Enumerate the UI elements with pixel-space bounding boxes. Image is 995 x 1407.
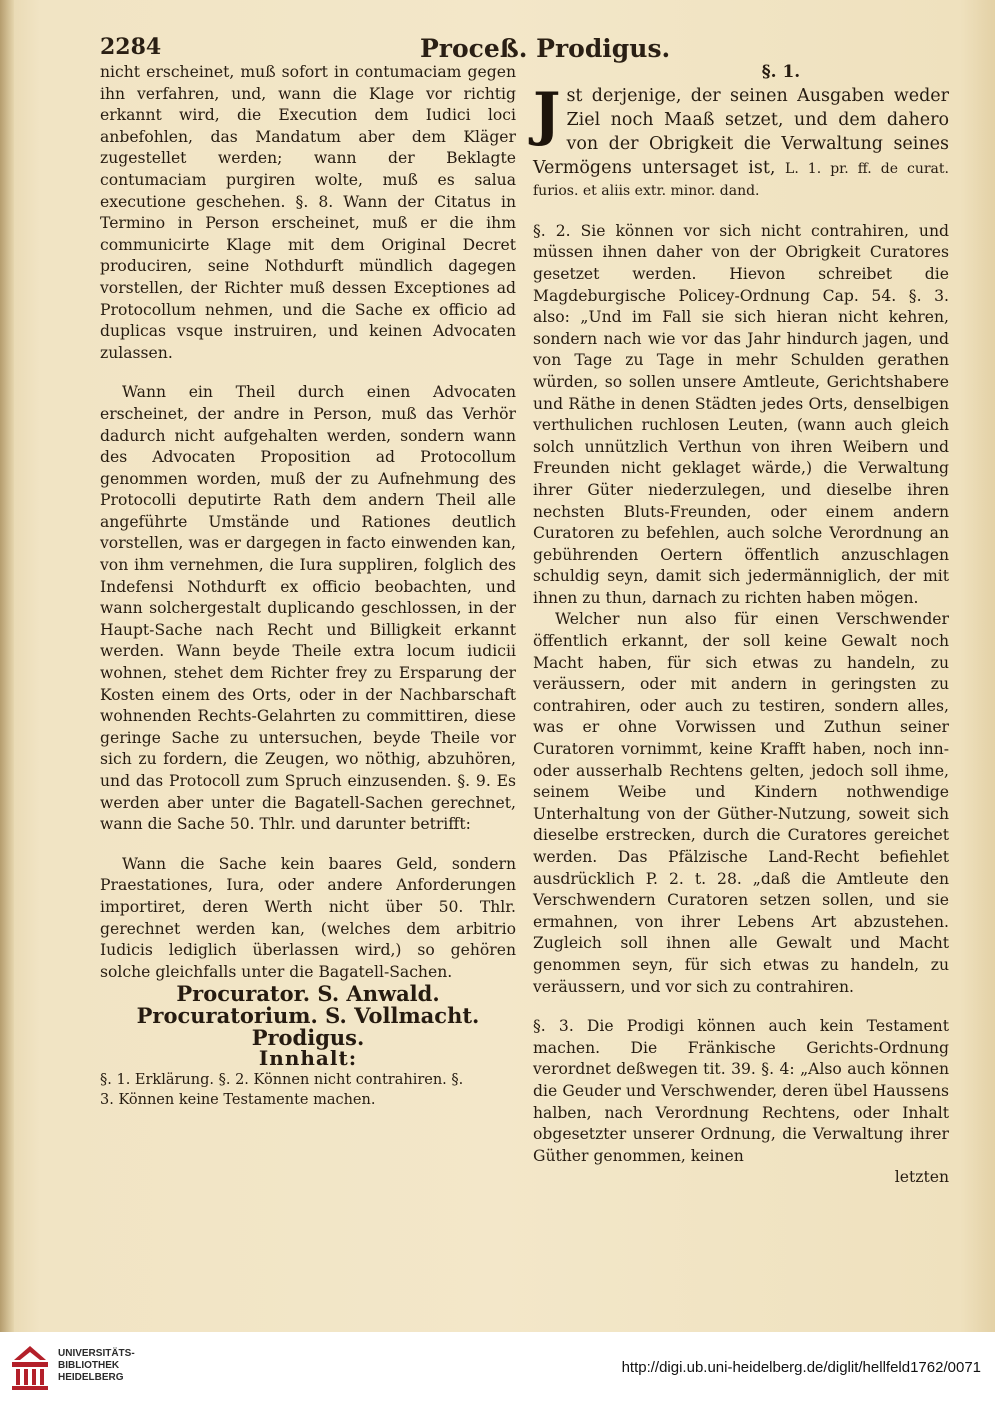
drop-initial: J [533, 79, 561, 148]
library-name-line-1: UNIVERSITÄTS- [58, 1348, 135, 1359]
section-1-label: §. 1. [761, 62, 801, 82]
heidelberg-library-logo-icon [10, 1342, 50, 1392]
contents-line-2: 3. Können keine Testamente machen. [100, 1091, 376, 1108]
library-name-line-3: HEIDELBERG [58, 1372, 124, 1383]
intro-text: st derjenige, der seinen Ausgaben weder Ziel noch Maaß setzet, und dem dahero von der Obrigkeit die Verwaltung seines Vermögens untersaget ist, [533, 85, 949, 178]
paragraph-advocate: Wann ein Theil durch einen Advocaten erscheinet, der andre in Person, muß das Verhör dadurch nicht aufgehalten werden, sondern wann des Advocaten Proposition ad Protocollum genommen worden, muß der zu Aufnehmung des Protocolli deputirte Rath dem andern Theil alle angeführte Umstände und Rationes deutlich vorstellen, was er dargegen in facto einwenden kan, von ihm vernehmen, die Iura suppliren, folglich des Indefensi Nothdurft ex officio beobachten, und wann solchergestalt duplicando geschlossen, in der Haupt-Sache nach Recht und Billigkeit erkannt werden. Wann beyde Theile extra locum iudicii wohnen, stehet dem Richter frey zu Ersparung der Kosten einem des Orts, oder in der Nachbarschaft wohnenden Rechts-Gelahrten zu committiren, diese geringe Sache zu untersuchen, beyde Theile vor sich zu fordern, die Zeugen, wo nöthig, abzuhören, und das Protocoll zum Spruch einzusenden. §. 9. Es werden aber unter die Bagatell-Sachen gerechnet, wann die Sache 50. Thlr. und darunter betrifft: [100, 383, 516, 834]
running-title: Proceß. Prodigus. [420, 34, 671, 63]
heading-procurator: Procurator. S. Anwald. [176, 981, 440, 1007]
section-2-text: §. 2. Sie können vor sich nicht contrahiren, und müssen ihnen daher von der Obrigkeit Curatores gesetzet werden. Hievon schreibet die Magdeburgische Policey-Ordnung Cap. 54. §. 3. also: „Und im Fall sie sich hieran nicht kehren, sondern nach wie vor das Jahr hindurch jagen, und von Tage zu Tage in mehr Schulden gerathen würden, so sollen unsere Amtleute, Gerichtshabere und Räthe in denen Städten jedes Orts, denselbigen verthulichen ruchlosen Leuten, (wann auch gleich solch unnützlich Verthun von ihren Weibern und Freunden nicht geklaget wärde,) die Verwaltung ihrer Güter niederzulegen, und dieselbe ihren nechsten Bluts-Freunden, oder einem andern Curatoren zu befehlen, auch solche Verordnung an gebührenden Oertern öffentlich anzuschlagen schuldig seyn, damit sich jedermänniglich, der mit ihnen zu thun, darnach zu richten haben mögen. [533, 221, 949, 607]
footer-bar [0, 1332, 995, 1407]
section-3-text: §. 3. Die Prodigi können auch kein Testament machen. Die Fränkische Gerichts-Ordnung verordnet deßwegen tit. 39. §. 4: „Also auch können die Geuder und Verschwender, deren übel Haussens halben, nach Verordnung Rechtens, oder Inhalt obgesetzter unserer Ordnung, die Verwaltung ihrer Güther genommen, keinen [533, 1017, 949, 1165]
opening-paragraph: nicht erscheinet, muß sofort in contumaciam gegen ihn verfahren, und, wann die Klage vor richtig erkannt wird, die Execution dem Iudici loci anbefohlen, das Mandatum aber dem Kläger zugestellet werden; wann der Beklagte contumaciam purgiren wolte, muß es salua executione geschehen. §. 8. Wann der Citatus in Termino in Person erscheinet, muß er die ihm communicirte Klage mit dem Original Decret produciren, seine Nothdurft mündlich dagegen vorstellen, der Richter muß dessen Exceptiones ad Protocollum nehmen, und die Sache ex officio ad duplicas vsque instruiren, und keinen Advocaten zulassen. [100, 63, 516, 362]
source-url-link[interactable]: http://digi.ub.uni-heidelberg.de/diglit/hellfeld1762/0071 [621, 1359, 981, 1376]
heading-inhalt: Innhalt: [258, 1046, 358, 1071]
right-column [533, 62, 949, 1189]
heading-procuratorium: Procuratorium. S. Vollmacht. [136, 1002, 480, 1028]
intro-citation: L. 1. pr. ff. de curat. furios. et aliis extr. minor. dand. [533, 160, 949, 200]
paragraph-bagatell: Wann die Sache kein baares Geld, sondern Praestationes, Iura, oder andere Anforderungen importiret, deren Werth nicht über 50. Thlr. gerechnet werden kan, (welches dem arbitrio Iudicis lediglich überlassen wird,) so gehören solche gleichfalls unter die Bagatell-Sachen. [100, 854, 516, 981]
section-1-intro [533, 79, 949, 203]
catchword: letzten [894, 1168, 949, 1187]
library-name [58, 1348, 135, 1384]
page-number: 2284 [100, 34, 162, 60]
left-column [100, 62, 516, 1110]
library-name-line-2: BIBLIOTHEK [58, 1360, 120, 1371]
heading-prodigus: Prodigus. [251, 1024, 365, 1050]
page-spine-shadow [0, 0, 14, 1332]
paragraph-welcher: Welcher nun also für einen Verschwender öffentlich erkannt, der soll keine Gewalt noch Macht haben, für sich etwas zu handeln, zu veräussern, oder mit andern in geringsten zu contrahiren, oder auch zu testiren, sondern alles, was er ohne Vorwissen und Zuthun seiner Curatoren vornimmt, keine Krafft haben, noch inn- oder ausserhalb Rechtens gelten, jedoch soll ihme, seinem Weibe und Kindern nothwendige Unterhaltung von der Güther-Nutzung, soweit sich dieselbe erstrecken, durch die Curatores gereichet werden. Das Pfälzische Land-Recht befiehlet ausdrücklich P. 2. t. 28. „daß die Amtleute den Verschwendern Curatoren setzen sollen, und sie ermahnen, von ihrer Lebens Art abzustehen. Zugleich soll ihnen alle Gewalt und Macht genommen seyn, für sich etwas zu handeln, zu veräussern, und vor sich zu contrahiren. [533, 610, 949, 996]
running-head [100, 34, 940, 64]
contents-line-1: §. 1. Erklärung. §. 2. Können nicht contrahiren. §. [100, 1071, 464, 1088]
